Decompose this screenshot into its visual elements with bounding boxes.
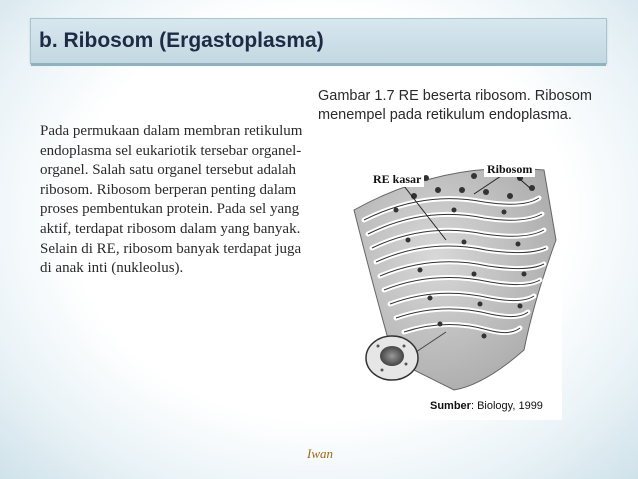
slide-title: b. Ribosom (Ergastoplasma) (39, 29, 324, 52)
title-accent-line (31, 63, 606, 66)
er-drawing (334, 150, 562, 420)
title-bar (30, 18, 607, 64)
source-text: : Biology, 1999 (470, 400, 543, 412)
label-re-kasar: RE kasar (370, 172, 424, 187)
figure-caption: Gambar 1.7 RE beserta ribosom. Ribosom menempel pada retikulum endoplasma. (318, 88, 592, 123)
source-label: Sumber (430, 400, 471, 412)
footer-author: Iwan (307, 446, 333, 461)
label-ribosom: Ribosom (484, 162, 535, 177)
body-paragraph: Pada permukaan dalam membran retikulum endoplasma sel eukariotik tersebar organel-organel. Salah satu organel tersebut adalah ribosom. Ribosom berperan penting dalam proses pembentukan protein. Pada sel yang aktif, terdapat ribosom dalam yang banyak. Selain di RE, ribosom banyak terdapat juga di anak inti (nukleolus). (40, 123, 303, 277)
ribosome-er-illustration (334, 150, 562, 420)
figure-source (430, 400, 543, 412)
